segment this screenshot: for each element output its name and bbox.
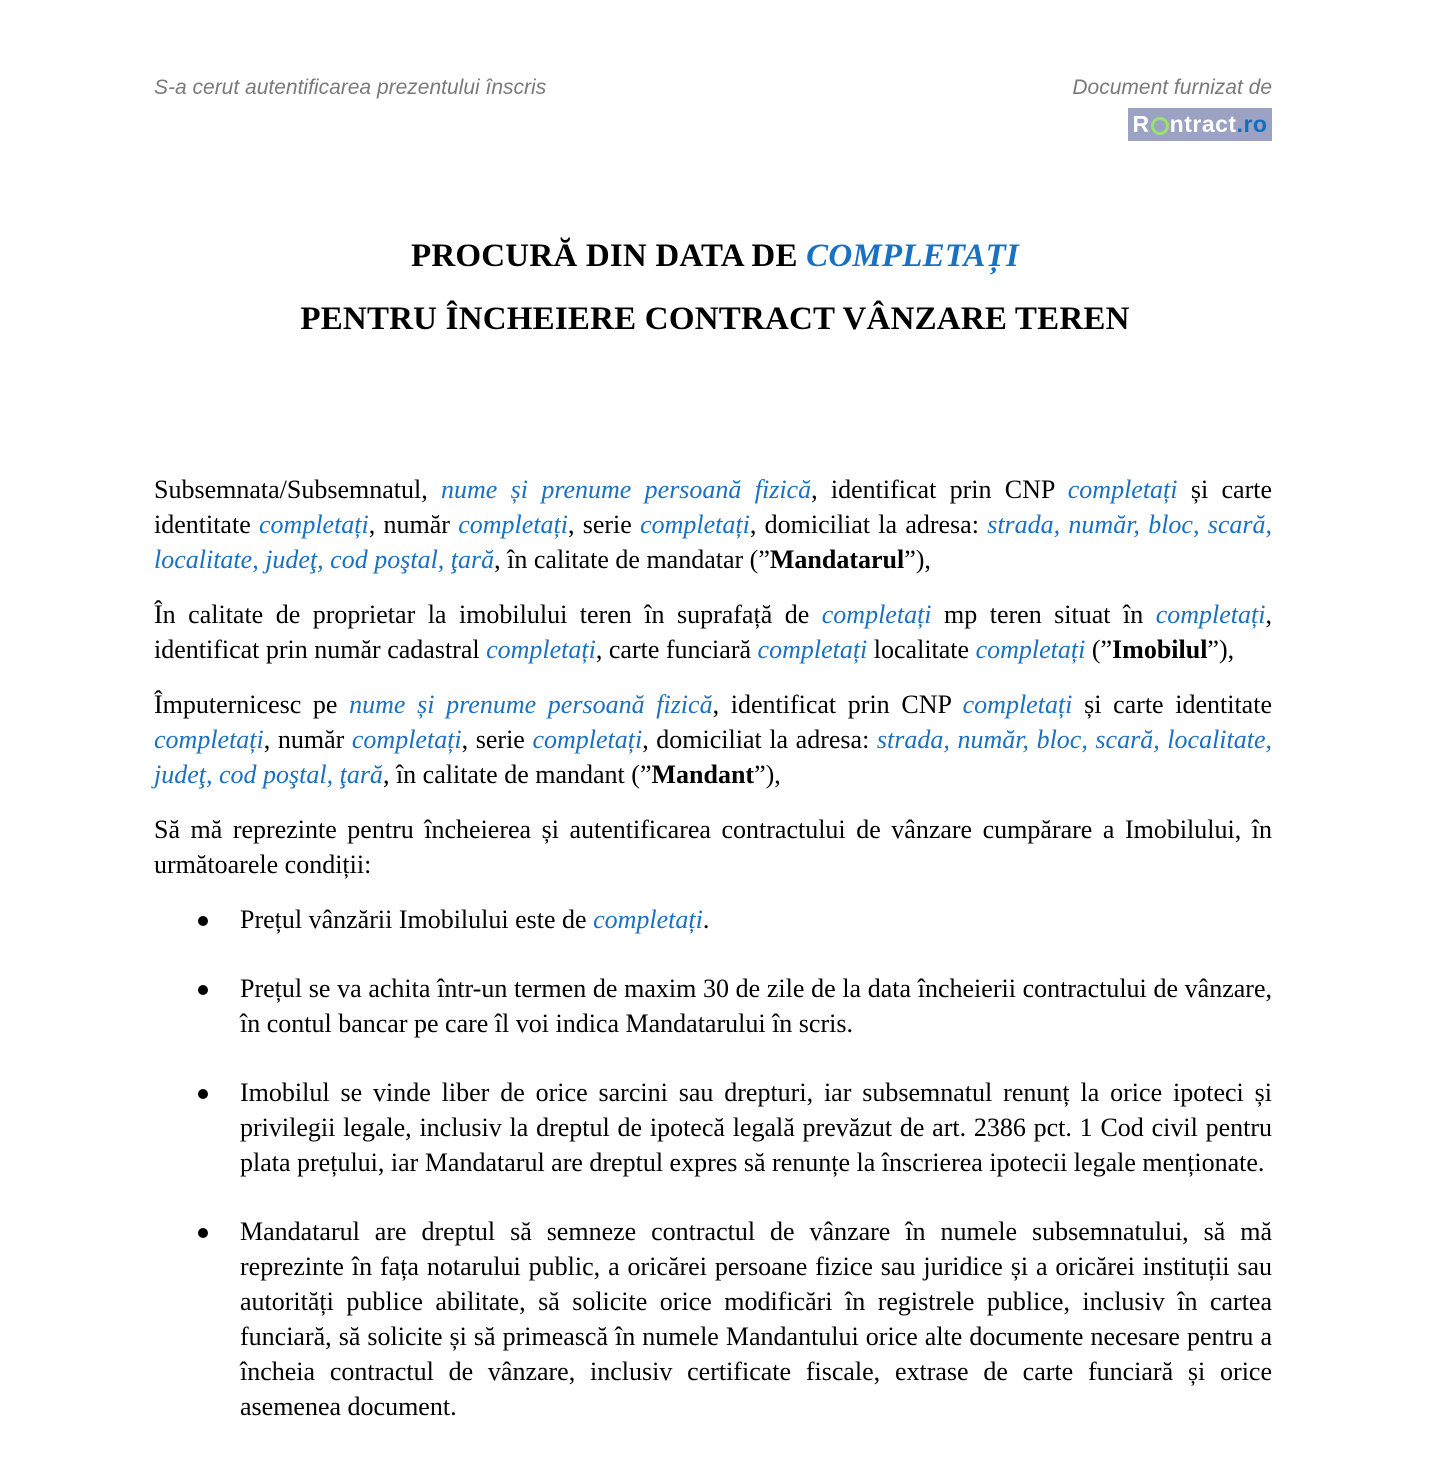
bullet-icon: [198, 1228, 208, 1238]
placeholder-cnp: completați: [962, 690, 1073, 719]
list-item: [154, 902, 1272, 937]
document-title-line1: [0, 238, 1430, 275]
text: , domiciliat la adresa:: [642, 725, 877, 754]
text: , carte funciară: [595, 635, 758, 664]
text: și carte identitate: [154, 475, 1272, 539]
placeholder-address: strada, număr, bloc, scară, localitate, judeţ, cod poştal, ţară: [154, 725, 1273, 789]
text: ”),: [904, 545, 931, 574]
authentication-note: S-a cerut autentificarea prezentului înscris: [154, 76, 547, 99]
text: , serie: [567, 510, 641, 539]
text: Imobilul se vinde liber de orice sarcini sau drepturi, iar subsemnatul renunț la orice ipoteci și privilegii legale, inclusiv la dreptul de ipotecă legală prevăzut de art. 2386 pct. 1 Cod civil pentru plata prețului, iar Mandatarul are dreptul expres să renunțe la înscrierea ipotecii legale menționate.: [240, 1078, 1272, 1177]
placeholder-cnp: completați: [1067, 475, 1178, 504]
placeholder-id-card: completați: [259, 510, 369, 539]
text: și carte identitate: [1072, 690, 1272, 719]
logo-middle: ntract: [1169, 111, 1237, 137]
placeholder-price: completați: [593, 905, 703, 934]
paragraph-mandatar: [154, 472, 1272, 577]
placeholder-location: completați: [1155, 600, 1266, 629]
placeholder-address: strada, număr, bloc, scară, localitate, judeţ, cod poştal, ţară: [154, 510, 1272, 574]
placeholder-area: completați: [821, 600, 932, 629]
text: , identificat prin număr cadastral: [154, 600, 1272, 664]
text: , serie: [461, 725, 533, 754]
placeholder-name: nume și prenume persoană fizică: [441, 475, 812, 504]
bullet-icon: [198, 1089, 208, 1099]
text: , în calitate de mandant (”: [382, 760, 652, 789]
text: mp teren situat în: [931, 600, 1156, 629]
text: , număr: [263, 725, 352, 754]
text: În calitate de proprietar la imobilului teren în suprafață de: [154, 600, 822, 629]
conditions-list: [154, 902, 1272, 1424]
text: Prețul vânzării Imobilului este de: [240, 905, 594, 934]
placeholder-cadastral: completați: [486, 635, 596, 664]
document-title-line2: PENTRU ÎNCHEIERE CONTRACT VÂNZARE TEREN: [300, 301, 1130, 337]
text: Mandatarul are dreptul să semneze contractul de vânzare în numele subsemnatului, să mă reprezinte în fața notarului public, a oricărei persoane fizice sau juridice și a oricărei instituții sau autorități publice abilitate, să solicite orice modificări în registrele publice, inclusiv în cartea funciară, să solicite și să primească în numele Mandantului orice alte documente necesare pentru a încheia contractul de vânzare, inclusiv certificate fiscale, extrase de carte funciară și orice asemenea document.: [240, 1217, 1272, 1421]
placeholder-land-book: completați: [757, 635, 868, 664]
defined-term: Mandatarul: [769, 545, 905, 574]
logo-tld: .ro: [1236, 111, 1268, 137]
title-date-placeholder: COMPLETAȚI: [806, 238, 1019, 274]
text: , în calitate de mandatar (”: [494, 545, 770, 574]
paragraph-mandant: [154, 687, 1272, 792]
document-body: [154, 472, 1272, 1458]
defined-term: Imobilul: [1112, 635, 1208, 664]
text: , identificat prin CNP: [811, 475, 1068, 504]
text: Subsemnata/Subsemnatul,: [154, 475, 442, 504]
text: , identificat prin CNP: [712, 690, 963, 719]
text: Prețul se va achita într-un termen de maxim 30 de zile de la data încheierii contractului de vânzare, în contul bancar pe care îl voi indica Mandatarului în scris.: [240, 974, 1272, 1038]
text: ”),: [1207, 635, 1235, 664]
bullet-icon: [198, 916, 208, 926]
placeholder-name: nume și prenume persoană fizică: [349, 690, 713, 719]
placeholder-locality: completați: [975, 635, 1086, 664]
text: (”: [1085, 635, 1113, 664]
bullet-icon: [198, 985, 208, 995]
text: localitate: [867, 635, 976, 664]
text: Împuternicesc pe: [154, 690, 350, 719]
rontract-logo[interactable]: [1128, 108, 1272, 141]
title-prefix: PROCURĂ DIN DATA DE: [411, 238, 807, 274]
paragraph-property: [154, 597, 1272, 667]
list-item: [154, 971, 1272, 1041]
logo-prefix: R: [1132, 111, 1150, 137]
text: .: [702, 905, 710, 934]
provided-by-label: Document furnizat de: [1072, 76, 1272, 99]
placeholder-number: completați: [458, 510, 568, 539]
text: ”),: [754, 760, 781, 789]
list-item: [154, 1075, 1272, 1180]
text: , număr: [368, 510, 459, 539]
placeholder-number: completați: [351, 725, 462, 754]
text: , domiciliat la adresa:: [749, 510, 988, 539]
paragraph-representation: Să mă reprezinte pentru încheierea și autentificarea contractului de vânzare cumpărare a Imobilului, în următoarele condiții:: [154, 815, 1272, 879]
placeholder-series: completați: [532, 725, 643, 754]
defined-term: Mandant: [651, 760, 755, 789]
placeholder-series: completați: [640, 510, 750, 539]
logo-o-icon: [1151, 117, 1169, 135]
placeholder-id-card: completați: [154, 725, 264, 754]
list-item: [154, 1214, 1272, 1424]
